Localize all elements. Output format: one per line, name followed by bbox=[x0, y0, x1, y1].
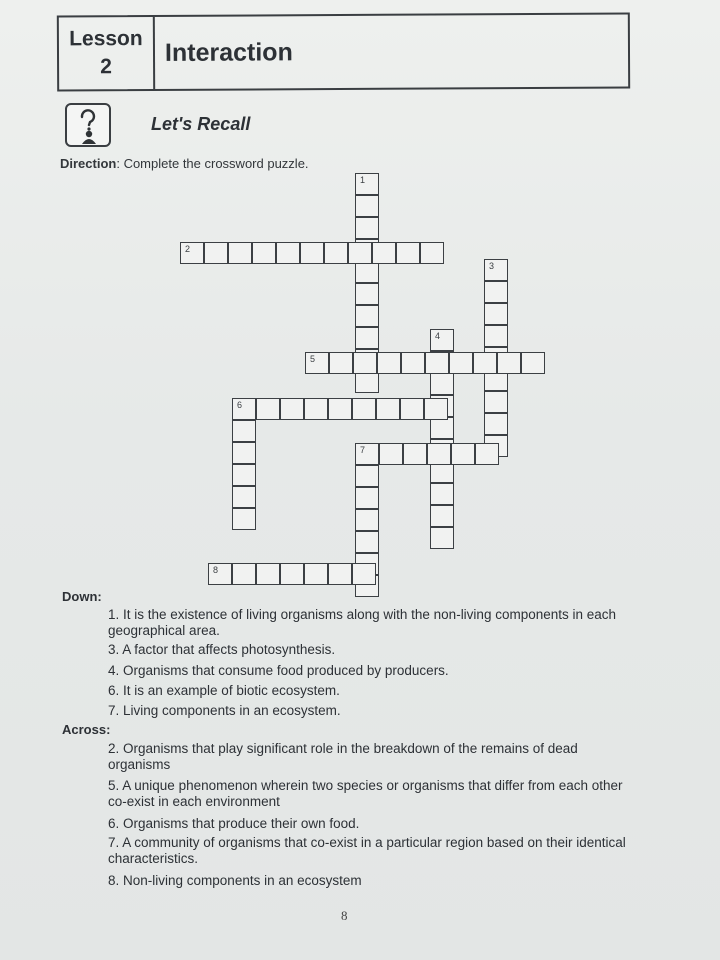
crossword-cell[interactable] bbox=[232, 442, 256, 464]
crossword-cell[interactable] bbox=[355, 487, 379, 509]
crossword-cell[interactable] bbox=[280, 398, 304, 420]
crossword-cell[interactable] bbox=[328, 398, 352, 420]
crossword-cell[interactable] bbox=[484, 259, 508, 281]
crossword-cell[interactable] bbox=[355, 195, 379, 217]
crossword-cell[interactable] bbox=[256, 563, 280, 585]
crossword-cell[interactable] bbox=[180, 242, 204, 264]
crossword-cell[interactable] bbox=[232, 486, 256, 508]
crossword-cell[interactable] bbox=[484, 413, 508, 435]
crossword-cell[interactable] bbox=[232, 508, 256, 530]
crossword-cell[interactable] bbox=[232, 398, 256, 420]
crossword-cell[interactable] bbox=[475, 443, 499, 465]
crossword-cell[interactable] bbox=[484, 325, 508, 347]
down-clue-3: 3. A factor that affects photosynthesis. bbox=[108, 642, 336, 657]
crossword-cell[interactable] bbox=[355, 371, 379, 393]
crossword-cell[interactable] bbox=[430, 329, 454, 351]
across-clue-5: 5. A unique phenomenon wherein two species or organisms that differ from each other co-exist in each environment bbox=[108, 778, 623, 809]
crossword-cell[interactable] bbox=[300, 242, 324, 264]
crossword-cell[interactable] bbox=[420, 242, 444, 264]
crossword-cell[interactable] bbox=[497, 352, 521, 374]
down-clue-1: 1. It is the existence of living organisms along with the non-living components in each geographical area. bbox=[108, 607, 617, 638]
clue-number-7: 7 bbox=[360, 445, 366, 455]
clue-number-2: 2 bbox=[185, 244, 191, 254]
crossword-cell[interactable] bbox=[521, 352, 545, 374]
crossword-cell[interactable] bbox=[430, 527, 454, 549]
across-clue-2: 2. Organisms that play significant role in the breakdown of the remains of dead organisms bbox=[108, 741, 578, 772]
page-number: 8 bbox=[341, 908, 348, 923]
lets-recall-title: Let's Recall bbox=[151, 114, 251, 134]
crossword-cell[interactable] bbox=[484, 303, 508, 325]
crossword-cell[interactable] bbox=[379, 443, 403, 465]
crossword-cell[interactable] bbox=[427, 443, 451, 465]
crossword-cell[interactable] bbox=[329, 352, 353, 374]
crossword-cell[interactable] bbox=[355, 173, 379, 195]
crossword-cell[interactable] bbox=[304, 398, 328, 420]
crossword-cell[interactable] bbox=[204, 242, 228, 264]
crossword-cell[interactable] bbox=[355, 261, 379, 283]
crossword-cell[interactable] bbox=[425, 352, 449, 374]
crossword-cell[interactable] bbox=[355, 443, 379, 465]
crossword-cell[interactable] bbox=[424, 398, 448, 420]
clue-number-3: 3 bbox=[489, 261, 495, 271]
down-heading: Down: bbox=[62, 589, 102, 604]
crossword-cell[interactable] bbox=[232, 563, 256, 585]
crossword-cell[interactable] bbox=[355, 465, 379, 487]
crossword-cell[interactable] bbox=[304, 563, 328, 585]
crossword-cell[interactable] bbox=[451, 443, 475, 465]
crossword-cell[interactable] bbox=[232, 420, 256, 442]
crossword-cell[interactable] bbox=[352, 398, 376, 420]
clue-number-5: 5 bbox=[310, 354, 316, 364]
clue-number-8: 8 bbox=[213, 565, 219, 575]
crossword-cell[interactable] bbox=[280, 563, 304, 585]
crossword-cell[interactable] bbox=[305, 352, 329, 374]
clue-number-6: 6 bbox=[237, 400, 243, 410]
crossword-cell[interactable] bbox=[252, 242, 276, 264]
crossword-cell[interactable] bbox=[228, 242, 252, 264]
crossword-cell[interactable] bbox=[232, 464, 256, 486]
crossword-cell[interactable] bbox=[430, 373, 454, 395]
lesson-number: 2 bbox=[100, 55, 112, 79]
crossword-cell[interactable] bbox=[376, 398, 400, 420]
crossword-cell[interactable] bbox=[473, 352, 497, 374]
crossword-cell[interactable] bbox=[484, 281, 508, 303]
crossword-cell[interactable] bbox=[355, 217, 379, 239]
lesson-label: Lesson bbox=[69, 27, 143, 51]
crossword-cell[interactable] bbox=[355, 283, 379, 305]
crossword-cell[interactable] bbox=[400, 398, 424, 420]
across-clue-6: 6. Organisms that produce their own food. bbox=[108, 816, 360, 831]
crossword-cell[interactable] bbox=[353, 352, 377, 374]
across-heading: Across: bbox=[62, 722, 111, 737]
crossword-cell[interactable] bbox=[352, 563, 376, 585]
crossword-cell[interactable] bbox=[377, 352, 401, 374]
crossword-cell[interactable] bbox=[256, 398, 280, 420]
across-clue-8: 8. Non-living components in an ecosystem bbox=[108, 873, 362, 888]
crossword-cell[interactable] bbox=[355, 327, 379, 349]
crossword-cell[interactable] bbox=[348, 242, 372, 264]
down-clue-6: 6. It is an example of biotic ecosystem. bbox=[108, 683, 340, 698]
crossword-cell[interactable] bbox=[324, 242, 348, 264]
crossword-cell[interactable] bbox=[430, 417, 454, 439]
lesson-title: Interaction bbox=[164, 38, 293, 67]
crossword-cell[interactable] bbox=[276, 242, 300, 264]
crossword-cell[interactable] bbox=[355, 509, 379, 531]
crossword-cell[interactable] bbox=[449, 352, 473, 374]
crossword-cell[interactable] bbox=[403, 443, 427, 465]
crossword-cell[interactable] bbox=[484, 391, 508, 413]
crossword-cell[interactable] bbox=[328, 563, 352, 585]
crossword-cell[interactable] bbox=[372, 242, 396, 264]
direction-instruction: : Complete the crossword puzzle. bbox=[116, 156, 309, 171]
crossword-cell[interactable] bbox=[430, 483, 454, 505]
direction-label: Direction bbox=[60, 156, 117, 171]
crossword-cell[interactable] bbox=[208, 563, 232, 585]
crossword-cell[interactable] bbox=[396, 242, 420, 264]
clue-number-1: 1 bbox=[360, 175, 366, 185]
down-clue-7: 7. Living components in an ecosystem. bbox=[108, 703, 341, 718]
clue-number-4: 4 bbox=[435, 331, 441, 341]
crossword-cell[interactable] bbox=[401, 352, 425, 374]
crossword-cell[interactable] bbox=[430, 505, 454, 527]
down-clue-4: 4. Organisms that consume food produced by producers. bbox=[108, 663, 449, 678]
crossword-cell[interactable] bbox=[355, 531, 379, 553]
crossword-cell[interactable] bbox=[355, 305, 379, 327]
across-clue-7: 7. A community of organisms that co-exist in a particular region based on their identical characteristics. bbox=[108, 835, 626, 866]
